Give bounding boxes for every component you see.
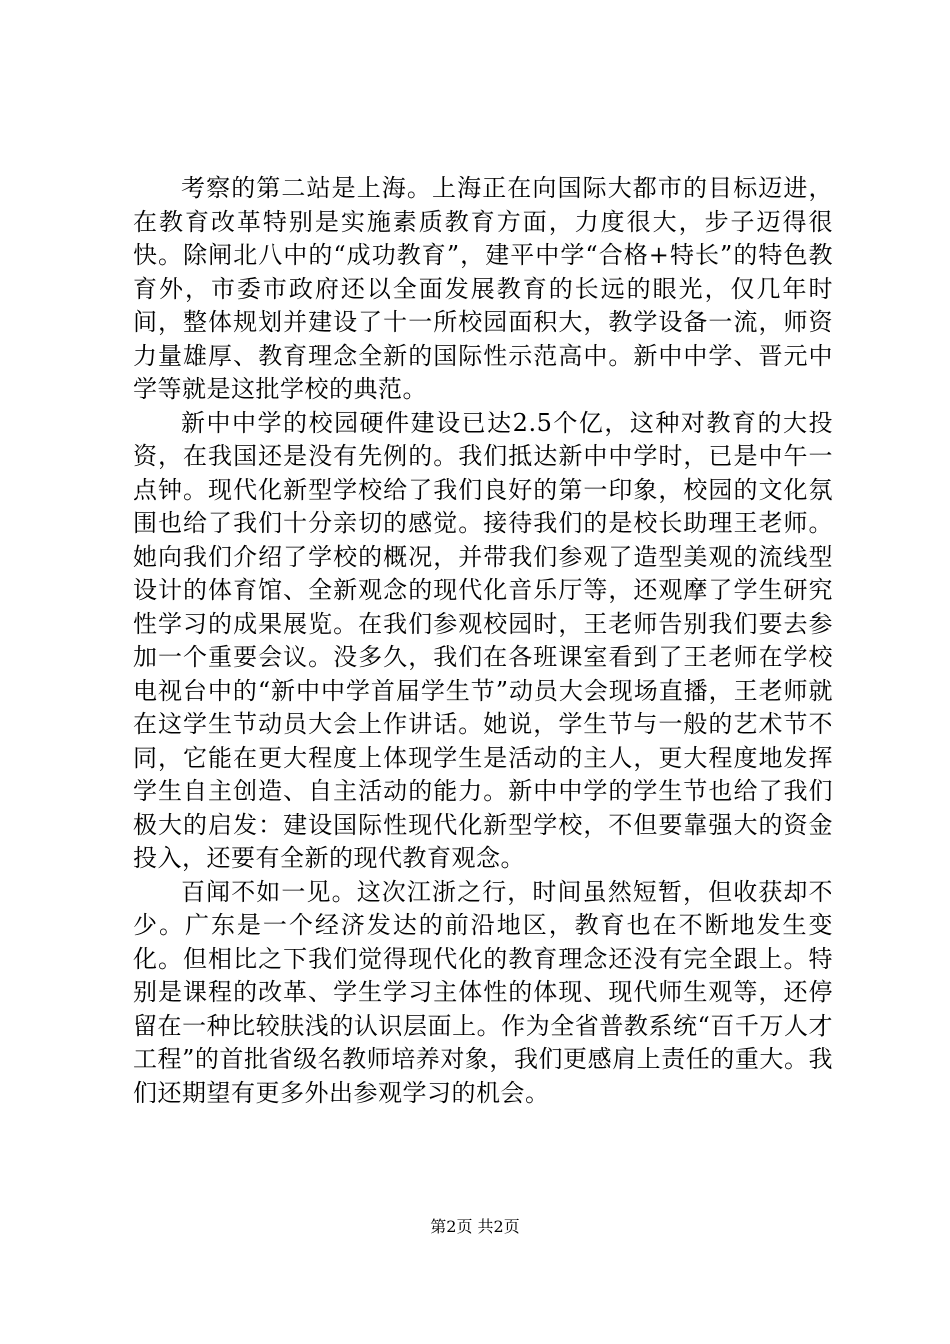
document-body (133, 172, 833, 1110)
paragraph-xinzhong-school: 新中中学的校园硬件建设已达2.5个亿，这种对教育的大投资，在我国还是没有先例的。我们抵达新中中学时，已是中午一点钟。现代化新型学校给了我们良好的第一印象，校园的文化氛围也给了我们十分亲切的感觉。接待我们的是校长助理王老师。她向我们介绍了学校的概况，并带我们参观了造型美观的流线型设计的体育馆、全新观念的现代化音乐厅等，还观摩了学生研究性学习的成果展览。在我们参观校园时，王老师告别我们要去参加一个重要会议。没多久，我们在各班课室看到了王老师在学校电视台中的“新中中学首届学生节”动员大会现场直播，王老师就在这学生节动员大会上作讲话。她说，学生节与一般的艺术节不同，它能在更大程度上体现学生是活动的主人，更大程度地发挥学生自主创造、自主活动的能力。新中中学的学生节也给了我们极大的启发：建设国际性现代化新型学校，不但要靠强大的资金投入，还要有全新的现代教育观念。 (133, 408, 833, 872)
page-number-footer: 第2页 共2页 (430, 1217, 520, 1236)
paragraph-conclusion: 百闻不如一见。这次江浙之行，时间虽然短暂，但收获却不少。广东是一个经济发达的前沿地区，教育也在不断地发生变化。但相比之下我们觉得现代化的教育理念还没有完全跟上。特别是课程的改革、学生学习主体性的体现、现代师生观等，还停留在一种比较肤浅的认识层面上。作为全省普教系统“百千万人才工程”的首批省级名教师培养对象，我们更感肩上责任的重大。我们还期望有更多外出参观学习的机会。 (133, 877, 833, 1107)
paragraph-shanghai: 考察的第二站是上海。上海正在向国际大都市的目标迈进，在教育改革特别是实施素质教育方面，力度很大，步子迈得很快。除闸北八中的“成功教育”，建平中学“合格+特长”的特色教育外，市委市政府还以全面发展教育的长远的眼光，仅几年时间，整体规划并建设了十一所校园面积大，教学设备一流，师资力量雄厚、教育理念全新的国际性示范高中。新中中学、晋元中学等就是这批学校的典范。 (133, 174, 833, 403)
